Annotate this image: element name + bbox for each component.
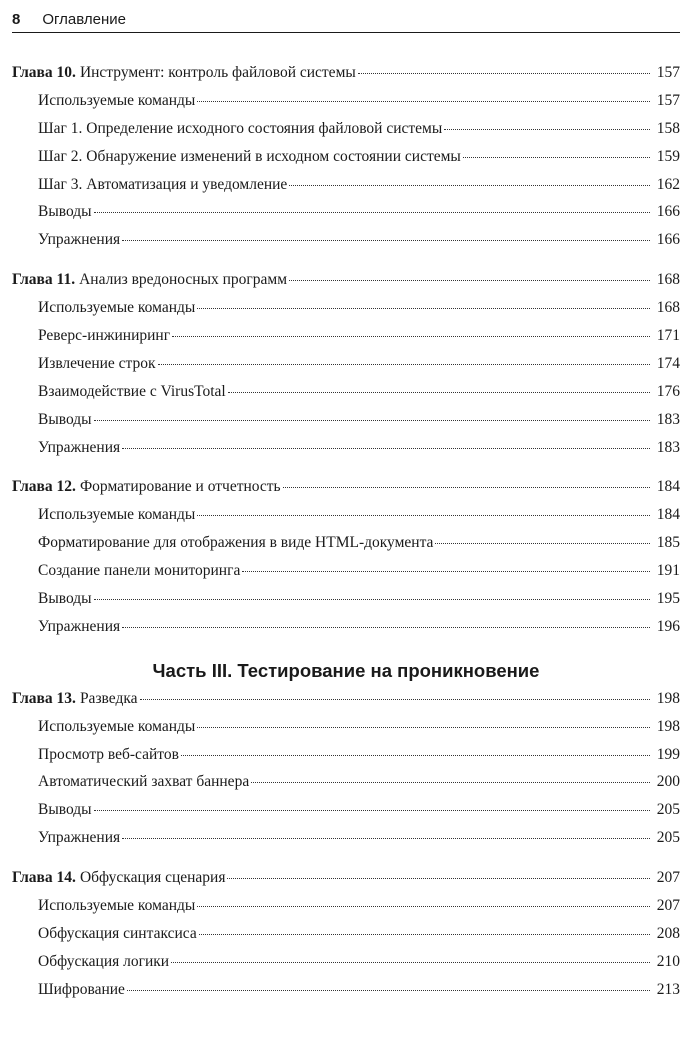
entry-title: Реверс-инжиниринг — [38, 327, 171, 345]
toc-chapter-11[interactable] — [12, 271, 680, 299]
toc-entry[interactable] — [12, 148, 680, 176]
spacer — [12, 259, 680, 271]
dot-leader — [94, 420, 650, 421]
page-ref: 176 — [656, 382, 680, 400]
entry-title: Упражнения — [38, 829, 121, 847]
page-header — [12, 6, 680, 33]
dot-leader — [122, 448, 650, 449]
dot-leader — [197, 727, 650, 728]
toc-entry[interactable] — [12, 120, 680, 148]
dot-leader — [289, 280, 650, 281]
dot-leader — [197, 906, 650, 907]
entry-title: Выводы — [38, 203, 92, 221]
toc-entry[interactable] — [12, 506, 680, 534]
page-ref: 184 — [656, 506, 680, 524]
entry-title: Упражнения — [38, 617, 121, 635]
toc-entry[interactable] — [12, 203, 680, 231]
table-of-contents — [12, 64, 680, 1009]
dot-leader — [197, 515, 650, 516]
dot-leader — [289, 185, 650, 186]
page-ref: 207 — [656, 869, 680, 887]
chapter-label: Глава 12. — [12, 478, 76, 496]
toc-entry[interactable] — [12, 534, 680, 562]
dot-leader — [435, 543, 650, 544]
dot-leader — [463, 157, 650, 158]
page-ref: 185 — [656, 534, 680, 552]
page-ref: 158 — [656, 119, 680, 137]
toc-entry[interactable] — [12, 299, 680, 327]
entry-title: Выводы — [38, 410, 92, 428]
entry-title: Обфускация логики — [38, 952, 170, 970]
spacer — [12, 857, 680, 869]
dot-leader — [242, 571, 650, 572]
page-ref: 183 — [656, 410, 680, 428]
page-ref: 168 — [656, 271, 680, 289]
toc-entry[interactable] — [12, 176, 680, 204]
dot-leader — [228, 392, 650, 393]
chapter-label: Глава 14. — [12, 869, 76, 887]
dot-leader — [227, 878, 650, 879]
dot-leader — [172, 336, 650, 337]
page-ref: 162 — [656, 175, 680, 193]
page-ref: 199 — [656, 745, 680, 763]
chapter-title: Разведка — [79, 689, 138, 707]
toc-entry[interactable] — [12, 829, 680, 857]
entry-title: Используемые команды — [38, 299, 196, 317]
entry-title: Упражнения — [38, 231, 121, 249]
page-ref: 166 — [656, 231, 680, 249]
page-ref: 213 — [656, 980, 680, 998]
entry-title: Используемые команды — [38, 91, 196, 109]
dot-leader — [158, 364, 650, 365]
toc-entry[interactable] — [12, 92, 680, 120]
page-ref: 183 — [656, 438, 680, 456]
toc-entry[interactable] — [12, 411, 680, 439]
page-ref: 205 — [656, 829, 680, 847]
dot-leader — [358, 73, 650, 74]
chapter-label: Глава 10. — [12, 64, 76, 81]
entry-title: Шаг 2. Обнаружение изменений в исходном состоянии системы — [38, 147, 461, 165]
toc-entry[interactable] — [12, 618, 680, 646]
toc-chapter-12[interactable] — [12, 478, 680, 506]
entry-title: Просмотр веб-сайтов — [38, 745, 179, 763]
dot-leader — [140, 699, 650, 700]
page-ref: 196 — [656, 617, 680, 635]
toc-chapter-10[interactable] — [12, 64, 680, 92]
page-ref: 207 — [656, 897, 680, 915]
page-ref: 198 — [656, 717, 680, 735]
chapter-title: Обфускация сценария — [79, 869, 226, 887]
entry-title: Форматирование для отображения в виде HTML-документа — [38, 534, 434, 552]
entry-title: Создание панели мониторинга — [38, 562, 241, 580]
dot-leader — [199, 934, 650, 935]
chapter-title: Инструмент: контроль файловой системы — [79, 64, 356, 81]
toc-entry[interactable] — [12, 773, 680, 801]
entry-title: Извлечение строк — [38, 354, 156, 372]
dot-leader — [251, 782, 650, 783]
dot-leader — [122, 240, 650, 241]
chapter-title: Форматирование и отчетность — [79, 478, 281, 496]
page-ref: 198 — [656, 689, 680, 707]
toc-entry[interactable] — [12, 383, 680, 411]
toc-chapter-13[interactable] — [12, 690, 680, 718]
entry-title: Взаимодействие с VirusTotal — [38, 382, 226, 400]
toc-entry[interactable] — [12, 897, 680, 925]
page-ref: 195 — [656, 590, 680, 608]
toc-entry[interactable] — [12, 925, 680, 953]
page-ref: 208 — [656, 924, 680, 942]
toc-entry[interactable] — [12, 231, 680, 259]
page-ref: 157 — [656, 91, 680, 109]
chapter-title: Анализ вредоносных программ — [79, 271, 288, 289]
entry-title: Выводы — [38, 590, 92, 608]
page-ref: 200 — [656, 773, 680, 791]
entry-title: Используемые команды — [38, 506, 196, 524]
dot-leader — [197, 101, 650, 102]
entry-title: Шаг 1. Определение исходного состояния файловой системы — [38, 119, 443, 137]
dot-leader — [171, 962, 650, 963]
dot-leader — [122, 627, 650, 628]
dot-leader — [197, 308, 650, 309]
entry-title: Упражнения — [38, 438, 121, 456]
page-ref: 174 — [656, 354, 680, 372]
dot-leader — [181, 755, 650, 756]
chapter-label: Глава 11. — [12, 271, 76, 289]
toc-entry[interactable] — [12, 718, 680, 746]
entry-title: Шифрование — [38, 980, 125, 998]
toc-entry[interactable] — [12, 355, 680, 383]
entry-title: Автоматический захват баннера — [38, 773, 250, 791]
entry-title: Используемые команды — [38, 717, 196, 735]
entry-title: Обфускация синтаксиса — [38, 924, 197, 942]
page-ref: 159 — [656, 147, 680, 165]
dot-leader — [283, 487, 650, 488]
dot-leader — [444, 129, 650, 130]
page-ref: 157 — [656, 64, 680, 81]
toc-entry[interactable] — [12, 953, 680, 981]
spacer — [12, 466, 680, 478]
toc-entry[interactable] — [12, 562, 680, 590]
toc-chapter-14[interactable] — [12, 869, 680, 897]
page-ref: 210 — [656, 952, 680, 970]
dot-leader — [94, 212, 650, 213]
page-number: 8 — [12, 10, 21, 28]
toc-entry[interactable] — [12, 590, 680, 618]
entry-title: Используемые команды — [38, 897, 196, 915]
dot-leader — [122, 838, 650, 839]
page-ref: 191 — [656, 562, 680, 580]
entry-title: Выводы — [38, 801, 92, 819]
page-ref: 171 — [656, 327, 680, 345]
dot-leader — [127, 990, 650, 991]
toc-entry[interactable] — [12, 746, 680, 774]
page-ref: 205 — [656, 801, 680, 819]
dot-leader — [94, 599, 650, 600]
page-ref: 168 — [656, 299, 680, 317]
page-ref: 166 — [656, 203, 680, 221]
toc-entry[interactable] — [12, 327, 680, 355]
toc-entry[interactable] — [12, 981, 680, 1009]
chapter-label: Глава 13. — [12, 689, 76, 707]
toc-entry[interactable] — [12, 439, 680, 467]
entry-title: Шаг 3. Автоматизация и уведомление — [38, 175, 288, 193]
dot-leader — [94, 810, 650, 811]
running-title: Оглавление — [42, 10, 126, 28]
page-ref: 184 — [656, 478, 680, 496]
toc-entry[interactable] — [12, 801, 680, 829]
part-heading: Часть III. Тестирование на проникновение — [152, 659, 540, 681]
